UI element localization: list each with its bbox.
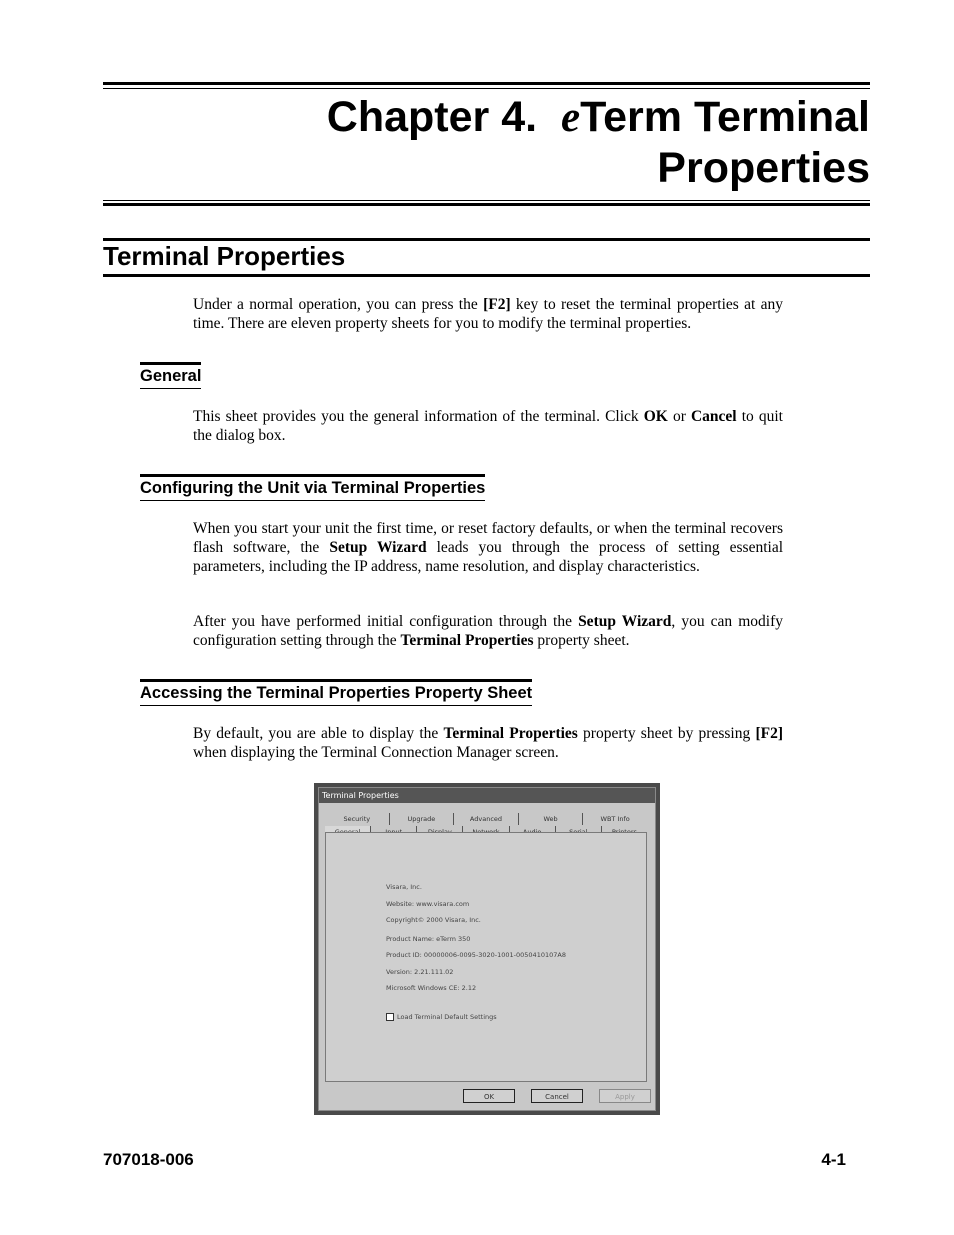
accessing-paragraph: By default, you are able to display the Terminal Properties property sheet by pressing [F2] when displaying the Terminal Connection Manager screen. bbox=[193, 725, 783, 761]
tab-web[interactable]: Web bbox=[519, 813, 584, 825]
cancel-button[interactable]: Cancel bbox=[531, 1089, 583, 1103]
general-tab-panel bbox=[325, 832, 647, 1082]
chapter-title-line2: Properties bbox=[657, 144, 870, 192]
chapter-title-line1: Term Terminal bbox=[580, 93, 870, 141]
configuring-paragraph-1: When you start your unit the first time, or reset factory defaults, or when the terminal recovers flash software, the Setup Wizard leads you through the process of setting essential parameters, including the IP address, name resolution, and display characteristics. bbox=[193, 520, 784, 575]
copyright-text: Copyright© 2000 Visara, Inc. bbox=[386, 916, 481, 924]
terminal-properties-screenshot bbox=[314, 783, 660, 1115]
chapter-rule-thick bbox=[103, 203, 870, 206]
tab-advanced[interactable]: Advanced bbox=[454, 813, 519, 825]
terminal-properties-dialog bbox=[318, 787, 656, 1111]
top-rule-thin bbox=[103, 88, 870, 89]
tab-upgrade[interactable]: Upgrade bbox=[390, 813, 455, 825]
document-number: 707018-006 bbox=[103, 1150, 194, 1169]
tab-security[interactable]: Security bbox=[325, 813, 390, 825]
chapter-number: Chapter 4. bbox=[326, 93, 538, 141]
top-rule-thick bbox=[103, 82, 870, 85]
chapter-title bbox=[327, 92, 870, 193]
tab-row-1 bbox=[325, 813, 647, 825]
chapter-title-e: e bbox=[560, 94, 581, 141]
load-defaults-option[interactable] bbox=[386, 1013, 497, 1021]
apply-button[interactable]: Apply bbox=[599, 1089, 651, 1103]
tab-wbt-info[interactable]: WBT Info bbox=[600, 815, 630, 823]
website-text: Website: www.visara.com bbox=[386, 900, 470, 908]
configuring-paragraph-2: After you have performed initial configuration through the Setup Wizard, you can modify configuration setting through the Terminal Properties property sheet. bbox=[193, 613, 783, 649]
page-number: 4-1 bbox=[821, 1150, 846, 1169]
configuring-heading: Configuring the Unit via Terminal Properties bbox=[140, 474, 485, 501]
company-name: Visara, Inc. bbox=[386, 883, 422, 891]
product-id: Product ID: 00000006-0095-3020-1001-0050410107A8 bbox=[386, 951, 566, 959]
accessing-heading: Accessing the Terminal Properties Property Sheet bbox=[140, 679, 532, 706]
load-defaults-checkbox[interactable] bbox=[386, 1013, 394, 1021]
product-name: Product Name: eTerm 350 bbox=[386, 935, 471, 943]
dialog-titlebar: Terminal Properties bbox=[319, 788, 655, 803]
chapter-rule-thin bbox=[103, 200, 870, 201]
general-heading: General bbox=[140, 362, 201, 389]
intro-paragraph: Under a normal operation, you can press the [F2] key to reset the terminal properties at any time. There are eleven property sheets for you to modify the terminal properties. bbox=[193, 296, 784, 332]
version-text: Version: 2.21.111.02 bbox=[386, 968, 454, 976]
ok-button[interactable]: OK bbox=[463, 1089, 515, 1103]
general-paragraph: This sheet provides you the general information of the terminal. Click OK or Cancel to quit the dialog box. bbox=[193, 408, 783, 444]
windows-ce-version: Microsoft Windows CE: 2.12 bbox=[386, 984, 477, 992]
section-rule-bottom bbox=[103, 274, 870, 277]
section-title: Terminal Properties bbox=[103, 241, 346, 271]
load-defaults-label: Load Terminal Default Settings bbox=[397, 1013, 497, 1021]
